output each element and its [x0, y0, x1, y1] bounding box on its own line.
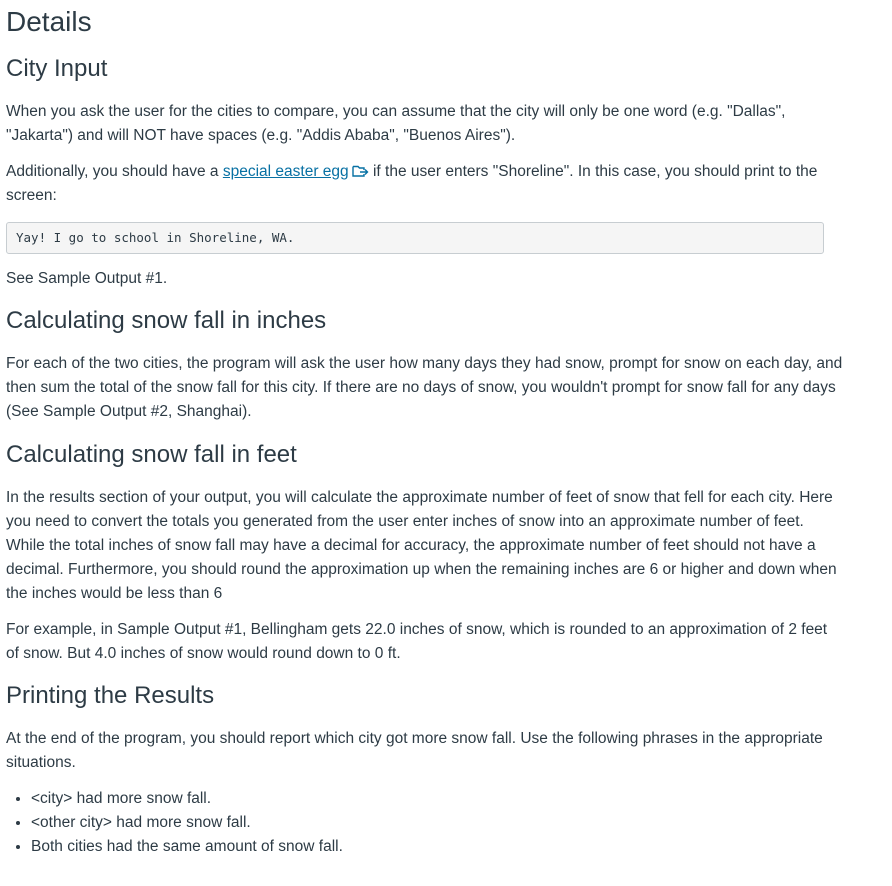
heading-printing-results: Printing the Results — [6, 682, 215, 709]
heading-snow-feet: Calculating snow fall in feet — [6, 441, 297, 468]
heading-snow-inches: Calculating snow fall in inches — [6, 307, 327, 334]
city-input-paragraph-3: See Sample Output #1. — [6, 270, 168, 287]
page-content — [0, 5, 892, 859]
city-input-paragraph-1: When you ask the user for the cities to compare, you can assume that the city will only be one word (e.g. "Dallas", "Jakarta") and will NOT have spaces (e.g. "Addis Ababa", "Buenos Aires"). — [6, 103, 786, 144]
results-phrase-list — [6, 787, 844, 859]
easter-egg-code-block: Yay! I go to school in Shoreline, WA. — [6, 222, 824, 254]
feet-paragraph-1: In the results section of your output, you will calculate the approximate number of feet of snow that fell for each city. Here you need to convert the totals you generated from the user enter inches of snow into an approximate number of feet. While the total inches of snow fall may have a decimal for accuracy, the approximate number of feet should not have a decimal. Furthermore, you should round the approximation up when the remaining inches are 6 or higher and down when the inches would be less than 6 — [6, 489, 837, 602]
feet-paragraph-2: For example, in Sample Output #1, Bellingham gets 22.0 inches of snow, which is rounded to an approximation of 2 feet of snow. But 4.0 inches of snow would round down to 0 ft. — [6, 621, 828, 662]
heading-city-input: City Input — [6, 55, 108, 82]
p2-text-before: Additionally, you should have a — [6, 163, 223, 180]
results-paragraph-1: At the end of the program, you should report which city got more snow fall. Use the following phrases in the appropriate situations. — [6, 730, 823, 771]
p2-text-after: if the user enters "Shoreline". In this case, you should print to the screen: — [6, 163, 818, 204]
inches-paragraph-1: For each of the two cities, the program will ask the user how many days they had snow, prompt for snow on each day, and then sum the total of the snow fall for this city. If there are no days of snow, you wouldn't prompt for snow fall for any days (See Sample Output #2, Shanghai). — [6, 355, 843, 420]
list-item: • <other city> had more snow fall. — [31, 811, 844, 835]
city-input-paragraph-2 — [6, 160, 844, 208]
list-item: • <city> had more snow fall. — [31, 787, 844, 811]
external-link-icon[interactable] — [351, 162, 369, 176]
special-easter-egg-link[interactable]: special easter egg — [222, 163, 349, 180]
list-item: • Both cities had the same amount of snow fall. — [31, 835, 844, 859]
page-title: Details — [6, 6, 92, 37]
